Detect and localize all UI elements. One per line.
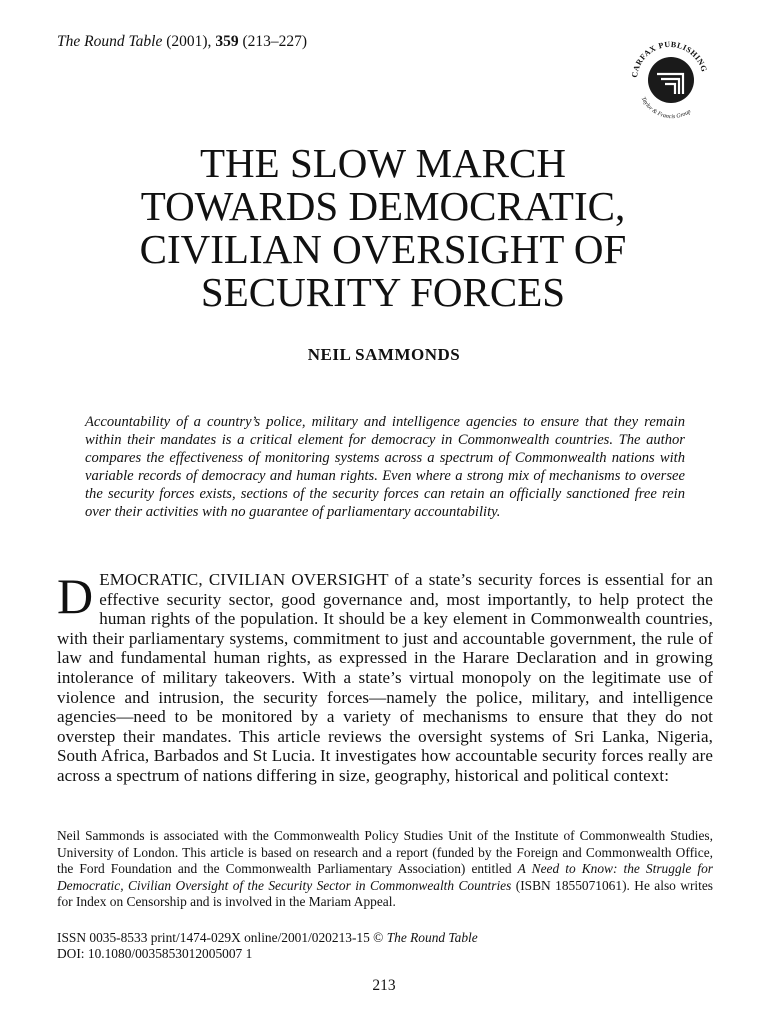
footnote-text-1: Neil Sammonds is associated with the Commonwealth Policy Studies Unit of the Institute of Commonwealth Studies, University of London. This article is based on research and a report (funded by the Foreign and Commonwealth Office, the Ford Foundation and the Commonwealth Parliamentary Association) entitled <box>57 828 713 877</box>
page-number: 213 <box>372 977 396 994</box>
title-line: TOWARDS DEMOCRATIC, <box>140 183 626 229</box>
doi-line: DOI: 10.1080/0035853012005007 1 <box>57 946 253 961</box>
journal-year: (2001), <box>166 33 212 50</box>
drop-cap: D <box>57 568 94 624</box>
journal-title: The Round Table <box>57 33 163 50</box>
issn-text: ISSN 0035-8533 print/1474-029X online/2001/020213-15 © <box>57 930 387 945</box>
title-line: THE SLOW MARCH <box>200 140 566 186</box>
author-name: NEIL SAMMONDS <box>307 345 461 364</box>
logo-publisher-name: CARFAX PUBLISHING <box>630 39 709 79</box>
issn-line <box>57 930 478 946</box>
body-text: EMOCRATIC, CIVILIAN OVERSIGHT of a state’s security forces is essential for an effective security sector, good governance and, most importantly, to help protect the human rights of the population. It should be a key element in Commonwealth countries, with their parliamentary systems, commitment to just and accountable government, the rule of law and fundamental human rights, as expressed in the Harare Declaration and in growing intolerance of military takeovers. With a state’s virtual monopoly on the legitimate use of violence and intrusion, the security forces—namely the police, military, and intelligence agencies—need to be monitored by a variety of mechanisms to ensure that they do not overstep their mandates. This article reviews the oversight systems of Sri Lanka, Nigeria, South Africa, Barbados and St Lucia. It investigates how accountable security forces really are across a spectrum of nations differing in size, geography, historical and political context: <box>57 570 713 785</box>
abstract: Accountability of a country’s police, military and intelligence agencies to ensure that they remain within their mandates is a critical element for democracy in Commonwealth countries. The author compares the effectiveness of monitoring systems across a spectrum of Commonwealth nations with variable records of democracy and human rights. Even where a strong mix of mechanisms to oversee the security forces exists, sections of the security forces can retain an officially sanctioned free rein over their activities with no guarantee of parliamentary accountability. <box>85 414 685 520</box>
article-title <box>60 142 706 314</box>
footnote-report-title: A Need to Know: the Struggle for Democratic, Civilian Oversight of the Security Sector in Commonwealth Countries <box>57 861 713 893</box>
carfax-publishing-logo <box>625 30 715 120</box>
journal-pages: (213–227) <box>242 33 308 50</box>
title-line: SECURITY FORCES <box>200 269 566 315</box>
title-line: CIVILIAN OVERSIGHT OF <box>139 226 627 272</box>
footnote-text-2: (ISBN 1855071061). He also writes for Index on Censorship and is involved in the Mariam Appeal. <box>57 877 714 910</box>
journal-citation <box>57 33 307 51</box>
issn-block <box>57 930 478 962</box>
body-paragraph <box>57 570 713 786</box>
journal-volume: 359 <box>215 33 239 50</box>
issn-journal: The Round Table <box>386 930 478 945</box>
logo-group-name: Taylor & Francis Group <box>639 96 693 120</box>
author-footnote <box>57 828 713 911</box>
